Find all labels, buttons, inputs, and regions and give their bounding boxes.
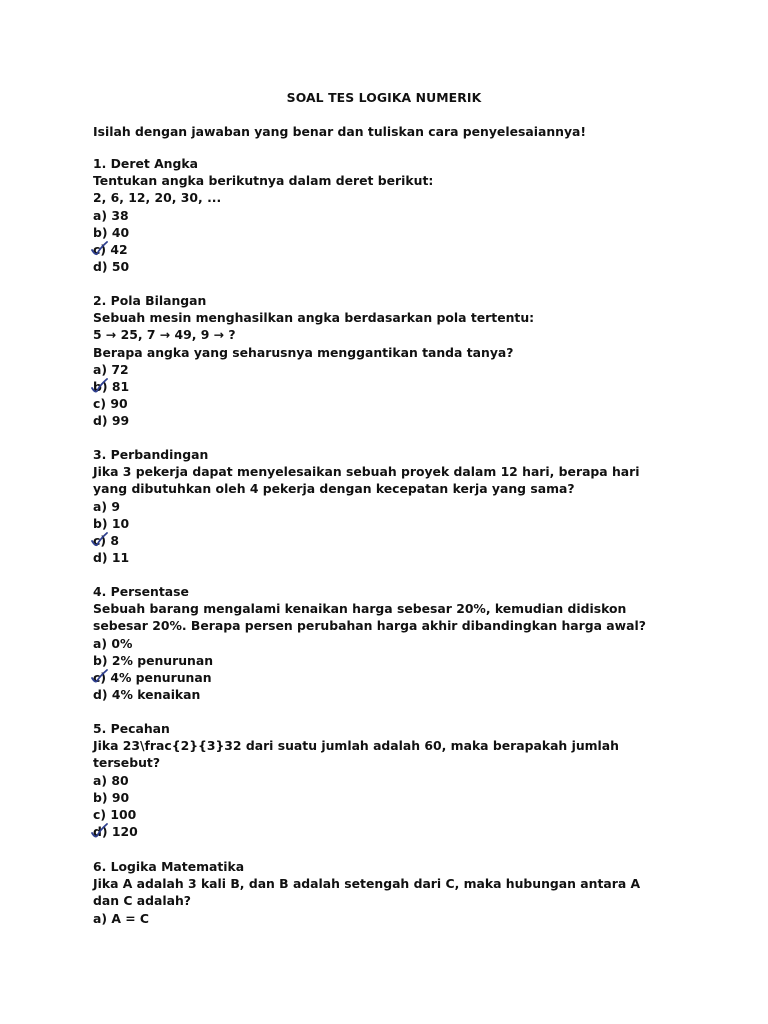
option-c: c) 90 (93, 396, 128, 412)
option-d: d) 99 (93, 413, 130, 429)
option-b: b) 90 (93, 789, 130, 805)
option-text: b) 81 (93, 378, 130, 394)
question-text: Jika 23\frac{2}{3}32 dari suatu jumlah adalah 60, maka berapakah jumlah (93, 738, 619, 754)
question-text: 2, 6, 12, 20, 30, ... (93, 190, 222, 206)
option-a: a) 72 (93, 361, 129, 377)
option-d: d) 50 (93, 259, 130, 275)
option-a: a) 38 (93, 207, 129, 223)
question-3 (93, 446, 673, 566)
option-b: b) 10 (93, 515, 130, 531)
option-c: c) 100 (93, 806, 137, 822)
option-a: a) A = C (93, 910, 150, 926)
option-text: d) 120 (93, 824, 138, 840)
question-heading: 6. Logika Matematika (93, 859, 245, 874)
option-d: d) 4% kenaikan (93, 687, 201, 703)
question-heading: 4. Persentase (93, 584, 189, 599)
option-c (93, 532, 673, 549)
option-a: a) 80 (93, 772, 129, 788)
option-c (93, 241, 673, 258)
question-text: Tentukan angka berikutnya dalam deret berikut: (93, 173, 434, 189)
question-text: Jika 3 pekerja dapat menyelesaikan sebuah proyek dalam 12 hari, berapa hari (93, 464, 640, 480)
option-text: c) 8 (93, 532, 119, 548)
option-a: a) 9 (93, 498, 120, 514)
question-text: 5 → 25, 7 → 49, 9 → ? (93, 327, 236, 343)
option-c (93, 669, 673, 686)
question-text: Sebuah barang mengalami kenaikan harga sebesar 20%, kemudian didiskon (93, 601, 627, 617)
question-2 (93, 292, 673, 430)
option-d (93, 823, 673, 840)
option-text: c) 4% penurunan (93, 669, 212, 685)
instruction-text: Isilah dengan jawaban yang benar dan tuliskan cara penyelesaiannya! (93, 124, 587, 139)
question-heading: 3. Perbandingan (93, 447, 209, 462)
option-text: c) 42 (93, 241, 128, 257)
option-a: a) 0% (93, 635, 133, 651)
question-text: Jika A adalah 3 kali B, dan B adalah setengah dari C, maka hubungan antara A (93, 876, 641, 892)
question-heading: 2. Pola Bilangan (93, 293, 207, 308)
question-6 (93, 858, 673, 927)
question-5 (93, 720, 673, 840)
option-b: b) 2% penurunan (93, 652, 214, 668)
question-text: sebesar 20%. Berapa persen perubahan harga akhir dibandingkan harga awal? (93, 618, 646, 634)
question-text: Berapa angka yang seharusnya menggantikan tanda tanya? (93, 344, 514, 360)
question-text: dan C adalah? (93, 893, 191, 909)
question-1 (93, 155, 673, 275)
question-text: tersebut? (93, 755, 161, 771)
question-text: Sebuah mesin menghasilkan angka berdasarkan pola tertentu: (93, 310, 535, 326)
question-text: yang dibutuhkan oleh 4 pekerja dengan kecepatan kerja yang sama? (93, 481, 575, 497)
question-heading: 1. Deret Angka (93, 156, 198, 171)
option-b: b) 40 (93, 224, 130, 240)
option-d: d) 11 (93, 550, 130, 566)
page-title: SOAL TES LOGIKA NUMERIK (286, 90, 482, 105)
question-heading: 5. Pecahan (93, 721, 170, 736)
question-4 (93, 583, 673, 703)
option-b (93, 378, 673, 395)
